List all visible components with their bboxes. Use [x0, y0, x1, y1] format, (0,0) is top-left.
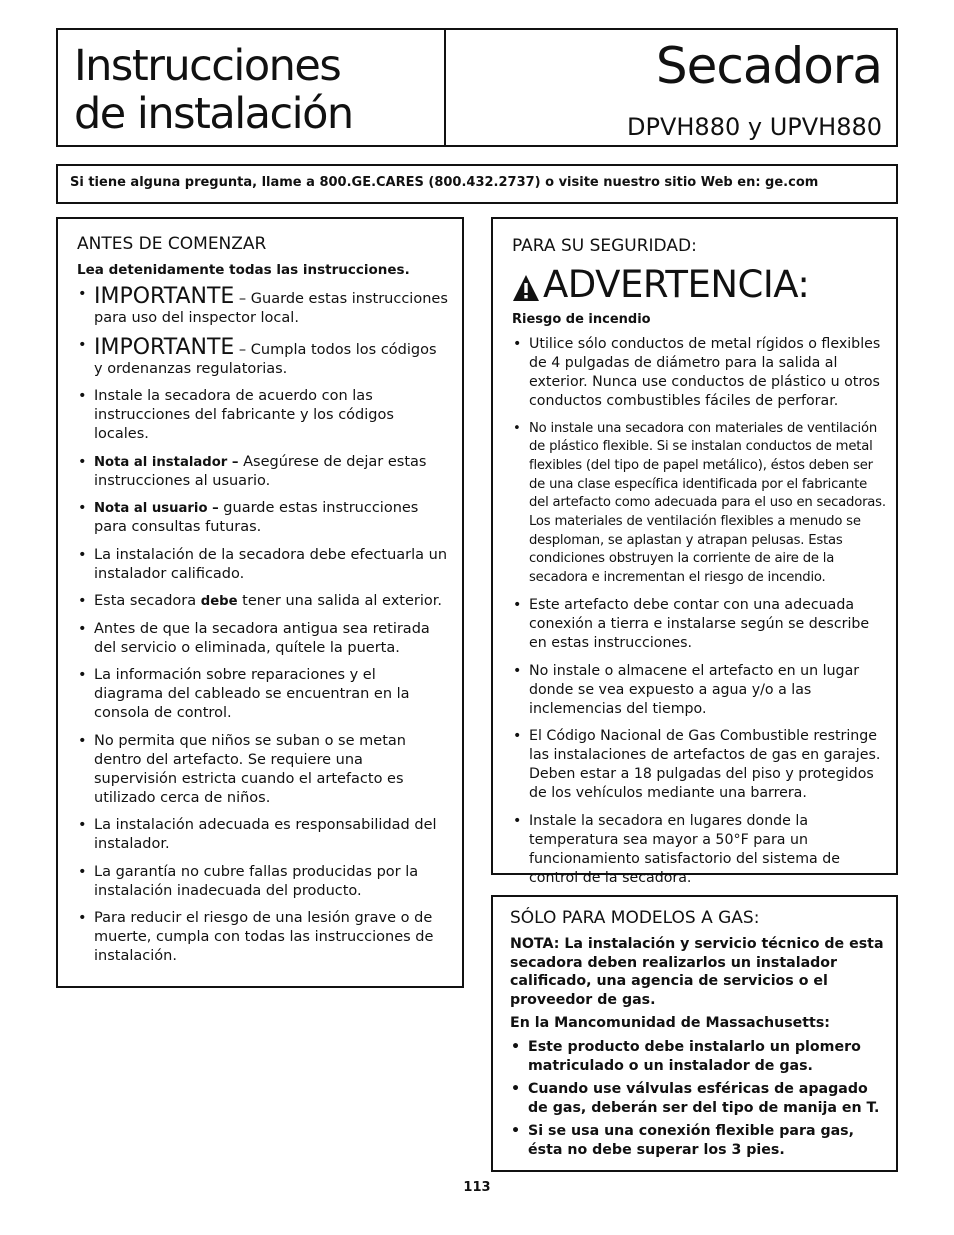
- before-you-begin-title: ANTES DE COMENZAR: [77, 234, 267, 254]
- emphasis-must: debe: [200, 594, 238, 609]
- fire-risk-label: Riesgo de incendio: [512, 312, 651, 327]
- list-item: • Para reducir el riesgo de una lesión grave o de muerte, cumpla con todas las instrucciones de instalación.: [77, 909, 448, 966]
- list-item: • Cuando use válvulas esféricas de apagado de gas, deberán ser del tipo de manija en T.: [510, 1080, 886, 1117]
- safety-title: PARA SU SEGURIDAD:: [512, 236, 697, 256]
- list-item: [77, 453, 448, 491]
- before-you-begin-box: [56, 217, 464, 988]
- product-title: Secadora: [655, 37, 882, 95]
- list-item-text: – Guarde estas instrucciones para uso del inspector local.: [94, 291, 448, 326]
- massachusetts-heading: En la Mancomunidad de Massachusetts:: [510, 1015, 830, 1032]
- list-item: [77, 336, 448, 379]
- list-item: • Utilice sólo conductos de metal rígidos o flexibles de 4 pulgadas de diámetro para la salida al exterior. Nunca use conductos de plástico u otros conductos combustibles fáciles de perforar.: [512, 335, 886, 411]
- list-item: • Este producto debe instalarlo un plomero matriculado o un instalador de gas.: [510, 1038, 886, 1075]
- page-number: 113: [463, 1180, 491, 1195]
- doc-type-line1: Instrucciones: [74, 41, 341, 91]
- list-item: • Este artefacto debe contar con una adecuada conexión a tierra e instalarse según se describe en estas instrucciones.: [512, 596, 886, 653]
- list-item: • La instalación adecuada es responsabilidad del instalador.: [77, 816, 448, 854]
- gas-installer-note: NOTA: La instalación y servicio técnico de esta secadora deben realizarlos un instalador calificado, una agencia de servicios o el proveedor de gas.: [510, 936, 884, 1008]
- warning-triangle-icon: [512, 273, 540, 303]
- doc-type-panel: [58, 30, 446, 145]
- list-item: • La garantía no cubre fallas producidas por la instalación inadecuada del producto.: [77, 863, 448, 901]
- safety-list: [512, 335, 886, 888]
- title-banner: [56, 28, 898, 147]
- list-item-text: Asegúrese de dejar estas instrucciones al usuario.: [94, 453, 427, 489]
- installer-note-label: Nota al instalador –: [94, 454, 239, 470]
- list-item: [77, 285, 448, 328]
- important-label: IMPORTANTE: [94, 284, 235, 309]
- list-item: • La instalación de la secadora debe efectuarla un instalador calificado.: [77, 546, 448, 584]
- warning-label: ADVERTENCIA:: [543, 263, 810, 306]
- product-panel: [446, 30, 896, 145]
- list-item-text: tener una salida al exterior.: [237, 593, 442, 609]
- safety-warning-box: [491, 217, 898, 886]
- list-item: • No permita que niños se suban o se metan dentro del artefacto. Se requiere una supervisión estricta cuando el artefacto es utilizado cerca de niños.: [77, 732, 448, 808]
- list-item: [77, 499, 448, 537]
- doc-type-line2: de instalación: [74, 89, 353, 139]
- user-note-label: Nota al usuario –: [94, 501, 219, 516]
- gas-models-box: [491, 895, 898, 1172]
- list-item: • No instale o almacene el artefacto en un lugar donde se vea expuesto a agua y/o a las inclemencias del tiempo.: [512, 662, 886, 719]
- model-numbers: DPVH880 y UPVH880: [627, 113, 882, 141]
- list-item: • Instale la secadora de acuerdo con las instrucciones del fabricante y los códigos locales.: [77, 387, 448, 444]
- contact-bar: Si tiene alguna pregunta, llame a 800.GE.CARES (800.432.2737) o visite nuestro sitio Web en: ge.com: [56, 164, 898, 204]
- gas-models-title: SÓLO PARA MODELOS A GAS:: [510, 908, 760, 928]
- read-instructions-note: Lea detenidamente todas las instrucciones.: [77, 262, 410, 278]
- doc-type-title: [74, 42, 444, 138]
- list-item: • El Código Nacional de Gas Combustible restringe las instalaciones de artefactos de gas en garajes. Deben estar a 18 pulgadas del piso y protegidos de los vehículos mediante una barrera.: [512, 727, 886, 803]
- important-label: IMPORTANTE: [94, 335, 235, 360]
- list-item: • La información sobre reparaciones y el diagrama del cableado se encuentran en la consola de control.: [77, 666, 448, 723]
- list-item-text: – Cumpla todos los códigos y ordenanzas regulatorias.: [94, 342, 437, 377]
- warning-heading: [512, 263, 886, 307]
- list-item-text: guarde estas instrucciones para consultas futuras.: [94, 500, 419, 535]
- before-you-begin-list: [77, 285, 448, 966]
- gas-list: [510, 1038, 886, 1160]
- list-item: • Antes de que la secadora antigua sea retirada del servicio o eliminada, quítele la puerta.: [77, 620, 448, 658]
- list-item: [77, 592, 448, 611]
- list-item: • Si se usa una conexión flexible para gas, ésta no debe superar los 3 pies.: [510, 1122, 886, 1159]
- list-item-text: Esta secadora: [94, 593, 201, 609]
- list-item: • Instale la secadora en lugares donde la temperatura sea mayor a 50°F para un funcionamiento satisfactorio del sistema de control de la secadora.: [512, 812, 886, 888]
- list-item: • No instale una secadora con materiales de ventilación de plástico flexible. Si se instalan conductos de metal flexibles (del tipo de papel metálico), éstos deben ser de una clase específica identificada por el fabricante del artefacto como adecuada para el uso en secadoras. Los materiales de ventilación flexibles a menudo se desploman, se aplastan y atrapan pelusas. Estas condiciones obstruyen la corriente de aire de la secadora e incrementan el riesgo de incendio.: [512, 420, 886, 588]
